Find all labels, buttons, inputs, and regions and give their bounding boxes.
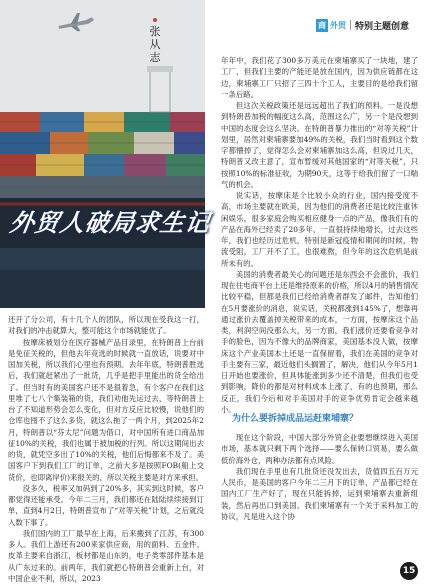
paragraph: 现在这个阶段，中国大部分外贸企业要想继续进入美国市场，基本就只剩下两个选择——要么保转口贸易，要么做低价海外仓，两种办法都有点风险。	[221, 433, 418, 465]
author-name	[148, 18, 162, 64]
container-stack	[0, 112, 205, 198]
paragraph: 我们国内的工厂最早在上海，后来搬到了江苏，有300多人。我们上游还有200来家供应商，用的面料、五金件、皮革主要来自浙江，板材都是山东的，电子类零部件基本是从广东过来的。前两年，我们就把心特朗普会重新上台，对中国企业不利，所以，2023	[8, 528, 204, 583]
author-marker-icon	[153, 18, 157, 22]
cargo-ship-illustration	[0, 0, 212, 308]
headline: 外贸人破局求生记	[8, 209, 212, 237]
section-divider	[350, 20, 351, 30]
section-tag	[316, 18, 409, 32]
hero-photo	[0, 0, 212, 308]
paragraph: 还开了分公司，有十几个人的团队，所以现在受我这一打，对我们的冲击就算大，整可能这个市场就能优了。	[8, 315, 204, 336]
paragraph: 按摩床被划分在医疗器械产品目录里，在特朗普上台前是免征关税的，但他去年竞选的时候就一直放话，说要对中国加关税，所以我们心里也有预期。去年年底，特朗普胜选后，我们就赶紧出了一批货，几乎是把手里能出的货全给出了。但当时有的美国客户还不是很着急，有个客户在我们这里堆了七八个集装箱的货，我们劝他先运过去，等特朗普上台了不知道形势会怎么变化，但对方反应比较慢，说他们的仓库也囤不了这么多货，就这么拖了一两个月，到2025年2月，特朗普以“芬太尼”问题为借口，对中国所有进口商品加征10%的关税，我们也属于被加税的行列。所以这期间出去的货，就凭空多出了10%的关税，他们后悔都来不及了。美国客户下到我们工厂的订单，之前大多是按照FOB(船上交货价，也即离岸价)来报关的，所以关税主要是对方来承担。	[8, 337, 204, 482]
paragraph: 没多久，税率又加码到了20%多，其实到这时候，客户都觉得还能承受。今年二三月，我们都还在陆陆续续接到订单，直到4月2日，特朗普宣布了“对等关税”计划，之后就没入数下事了。	[8, 483, 204, 527]
paragraph: 我们现在手里也有几批货还没发出去，货值四五百万元人民币，是美国的客户今年二三月下的订单，产品都已经在国内工厂生产好了，现在只能拆掉，运到柬埔寨去重新组装，然后再出口到美国。我们柬埔寨有一个关于采料加工的协议，凡是进入这个协	[221, 466, 418, 521]
paragraph: 年年中，我们花了300多万美元在柬埔寨买了一块地，建了工厂，但我们主要的产能还是放在国内，因为供应链都在这边，柬埔寨工厂只招了三四十个工人，主要目的是给我们留一条后路。	[221, 56, 418, 99]
paragraph: 说实话，按摩床是个比较小众的行业，国内接受度不高，市场主要就在欧美，因为他们的消费者还是比较注重休闲娱乐，很多家庭会购买相应健身一点的产品，像我们有的产品在海外已经卖了20多年，一直很持续地增长，过去这些年，我们也经历过危机，特别是新冠疫情和期间的时候，物流受阻，工厂开不了工，也很难熬，但今年的这次危机是前所未有的。	[221, 191, 418, 268]
section-sub-label: 外贸	[330, 20, 346, 30]
article-column-left	[8, 314, 204, 584]
paragraph: 但这次关税政策还是远远超出了我们的预料。一是没想到特朗普加税的幅度这么高，范围这么广，另一个是没想到中国的态度会这么坚决。在特朗普暴力推出的“对等关税”计划里，居然对柬埔寨要加49%的关税，我们当时看到这个数字都懵掉了，觉得怎么会对柬埔寨加这么高，但说过几天，特朗普又改主意了，宣布暂缓对其他国家的“对等关税”，只按照10%的标准征收，为期90天，这等于给我们留了一口喘气的机会。	[221, 101, 418, 189]
section-title: 特别主题创意	[355, 21, 410, 32]
section-subhead: 为什么要拆掉成品运赶柬埔寨？	[232, 414, 359, 424]
paragraph: 美国的消费者最关心的问题还是东西会不会涨价，我们现在往电商平台上还是维持原来的价格，所以4月的销售情况比较平稳，但都是我们已经给消费者群发了邮件，告知他们在5月要涨价的消息，说实话，关税都涨到145%了，想靠再通过涨价去覆盖掉关税带来的成本，一方面，按摩床这个品类，利润空间没那么大，另一方面，我们涨价还要看竞争对手的脸色，因为不像大的品牌商家，美国基本没人做，按摩床这个产业美国本土还是一直保留着，我们在美国的竞争对手主要有三家，最近他们头搁置了，解决，他们从今年5月1日开始也要涨价，但具体能涨到多少还不清楚，但我们也受到影响，降价的都是对材料成本上涨了，有的也预期，那么反正，我们今后和对手美国对手的竞争优势肯定会越来越小。	[221, 269, 418, 414]
article-column-right	[221, 55, 418, 415]
section-badge: 商	[318, 20, 326, 30]
article-column-right-continued	[221, 432, 418, 522]
page-number: 15	[400, 562, 418, 580]
author-text: 张从志	[149, 25, 161, 64]
